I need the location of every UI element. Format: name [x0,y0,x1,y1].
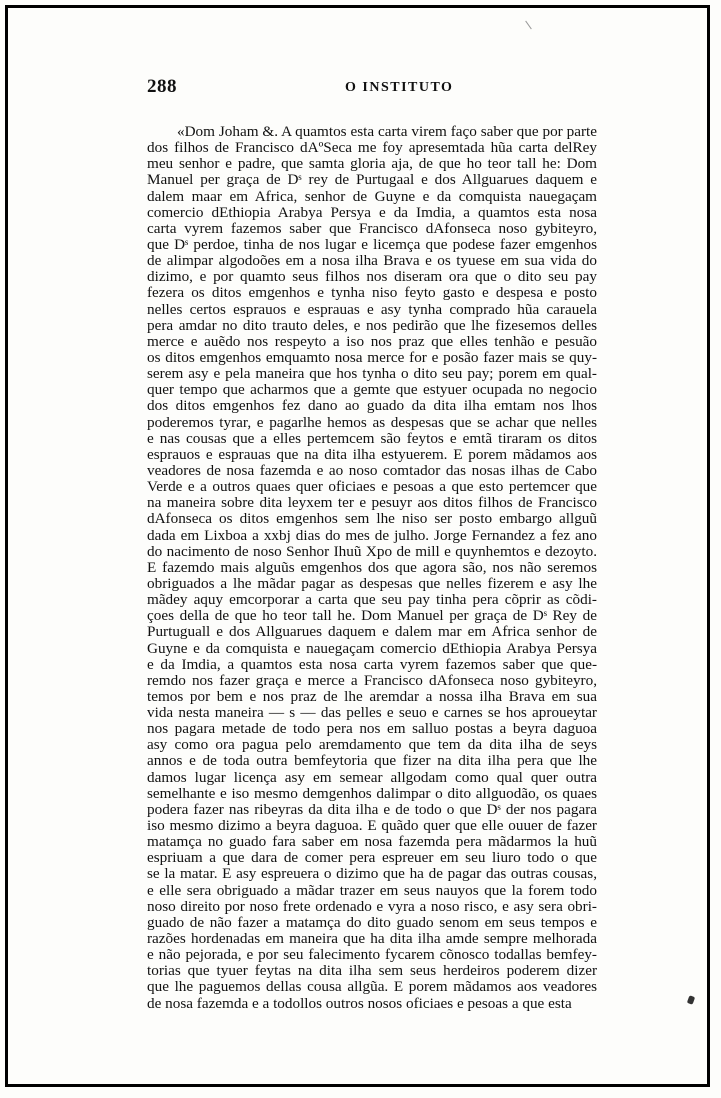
corner-mark [525,21,532,30]
text-line: e elle sera obriguado a mãdar trazer em seus nauyos que la forem todo [147,881,597,899]
text-line: poderemos tyrar, e pagarlhe hemos as despesas que se achar que nelles [147,413,597,431]
text-line: mãdey aquy emcorporar a carta que seu pay tinha pera cõprir as cõdi- [147,591,597,609]
text-line: semelhante e iso mesmo demgenhos dalimpar o dito allguodão, os quaes [147,784,597,802]
text-line: e da Imdia, a quamtos esta nosa carta vyrem fazemos saber que que- [147,655,597,673]
text-line: Guyne e da comquista e nauegaçam comercio dEthiopia Arabya Persya [147,639,597,657]
text-line: noso direito por noso frete ordenado e vyra a noso risco, e asy sera obri- [147,897,597,915]
text-line: annos e de toda outra bemfeytoria que fizer na dita ilha pera que lhe [147,752,597,770]
text-line: e não pejorada, e por seu falecimento fycarem cõnosco todallas bemfey- [147,946,597,964]
text-line: meu senhor e padre, que samta gloria aja, de que ho teor tall he: Dom [147,155,597,173]
text-line: podera fazer nas ribeyras da dita ilha e de todo o que Dˢ der nos pagara [147,800,597,818]
text-line: guado de não fazer a matamça do dito guado senom em seus tempos e [147,913,597,931]
text-line: nelles certos esprauos e esprauas e asy tynha comprado hũa carauela [147,300,597,318]
text-line: de alimpar algodoões em a nosa ilha Brava e os tyuese em sua vida do [147,252,597,270]
text-line: pera amdar no dito trauto deles, e nos pedirão que lhe fizesemos delles [147,316,597,334]
text-line: de nosa fazemda e a todollos outros nosos oficiaes e pesoas a que esta [147,994,572,1012]
text-line: dos filhos de Francisco dAºSeca me foy apresemtada hũa carta delRey [147,139,597,157]
document-body [147,124,597,1012]
text-line: «Dom Joham &. A quamtos esta carta virem faço saber que por parte [177,123,597,140]
text-line: damos lugar licença asy em semear allgodam como qual quer outra [147,768,597,786]
text-line: carta vyrem fazemos saber que Francisco dAfonseca noso gybiteyro, [147,219,597,237]
text-line: na maneira sobre dita leyxem ter e pesuyr aos ditos filhos de Francisco [147,494,597,512]
text-line: matamça no guado fara saber em nosa fazemda pera mãdarmos la huũ [147,833,597,851]
text-line: remdo nos fazer graça e merce a Francisco dAfonseca noso gybiteyro, [147,671,597,689]
text-line: nos pagara metade de todo pera nos em salluo postas a beyra daguoa [147,720,597,738]
text-line: E fazemdo mais alguũs emgenhos dos que agora são, nos não seremos [147,558,597,576]
text-line: iso mesmo dizimo a beyra daguoa. E quãdo quer que elle ouuer de fazer [147,817,597,835]
text-line: comercio dEthiopia Arabya Persya e da Imdia, a quamtos esta nosa [147,203,597,221]
text-line: espriuam a que dara de comer pera espreuer em seu liuro todo o que [147,849,597,867]
text-line: os ditos emgenhos emquamto nosa merce for e posão fazer mais se quy- [147,348,597,366]
text-line: merce e auẽdo nos respeyto a iso nos praz que elles tenhão e pesuão [147,332,597,350]
text-line: dizimo, e por quamto seus filhos nos diseram ora que o dito seu pay [147,268,597,286]
text-line: que lhe paguemos dellas cousa allgũa. E porem mãdamos aos veadores [147,978,597,996]
text-line: se la matar. E asy espreuera o dizimo que ha de pagar das outras cousas, [147,865,597,883]
text-line: razões hordenadas em maneira que ha dita ilha amde sempre melhorada [147,930,597,948]
text-line: çoes della de que ho teor tall he. Dom Manuel per graça de Dˢ Rey de [147,607,597,625]
text-line: do nacimento de noso Senhor Ihuũ Xpo de mill e quynhemtos e dezoyto. [147,542,597,560]
ink-spot [687,995,695,1005]
text-line: obriguados a lhe mãdar pagar as despesas que nelles fizerem e asy lhe [147,574,597,592]
text-line: Manuel per graça de Dˢ rey de Purtugaal e dos Allguarues daquem e [147,171,597,189]
text-line: Verde e a outros quaes quer oficiaes e pesoas a que esto pertemcer que [147,478,597,496]
page-header [147,74,593,100]
text-line: veadores de nosa fazemda e ao noso comtador das nosas ilhas de Cabo [147,461,597,479]
text-line: dos ditos emgenhos fez dano ao guado da dita ilha emtam nos lhos [147,397,597,415]
text-line: serem asy e pela maneira que hos tynha o dito seu pay; porem em qual- [147,365,597,383]
text-line: Purtuguall e dos Allguarues daquem e dalem mar em Africa senhor de [147,623,597,641]
text-line: fezera os ditos emgenhos e tynha niso feyto gasto e despesa e posto [147,284,597,302]
text-line: e nas cousas que a elles pertemcem são feytos e emtã tiraram os ditos [147,429,597,447]
page-number: 288 [147,76,177,97]
text-line: vida nesta maneira — s — das pelles e seuo e carnes se hos aproueytar [147,704,597,722]
text-line: asy como ora pagua pelo aremdamento que tem da dita ilha de seys [147,736,597,754]
text-line: torias que tyuer feytas na dita ilha sem seus herdeiros poderem dizer [147,962,597,980]
running-title: O INSTITUTO [345,80,454,95]
text-line: temos por bem e nos praz de lhe aremdar a nossa ilha Brava em sua [147,687,597,705]
text-line: que Dˢ perdoe, tinha de nos lugar e licemça que podese fazer emgenhos [147,235,597,253]
text-line: dalem maar em Africa, senhor de Guyne e da comquista nauegaçam [147,187,597,205]
text-line: dAfonseca os ditos emgenhos sem lhe niso ser posto embargo allguũ [147,510,597,528]
text-line: dada em Lixboa a xxbj dias do mes de julho. Jorge Fernandez a fez ano [147,526,597,544]
text-line: quer tempo que acharmos que a gemte que estyuer ocupada no negocio [147,381,597,399]
text-line: esprauos e esprauas que na dita ilha estyuerem. E porem mãdamos aos [147,445,597,463]
